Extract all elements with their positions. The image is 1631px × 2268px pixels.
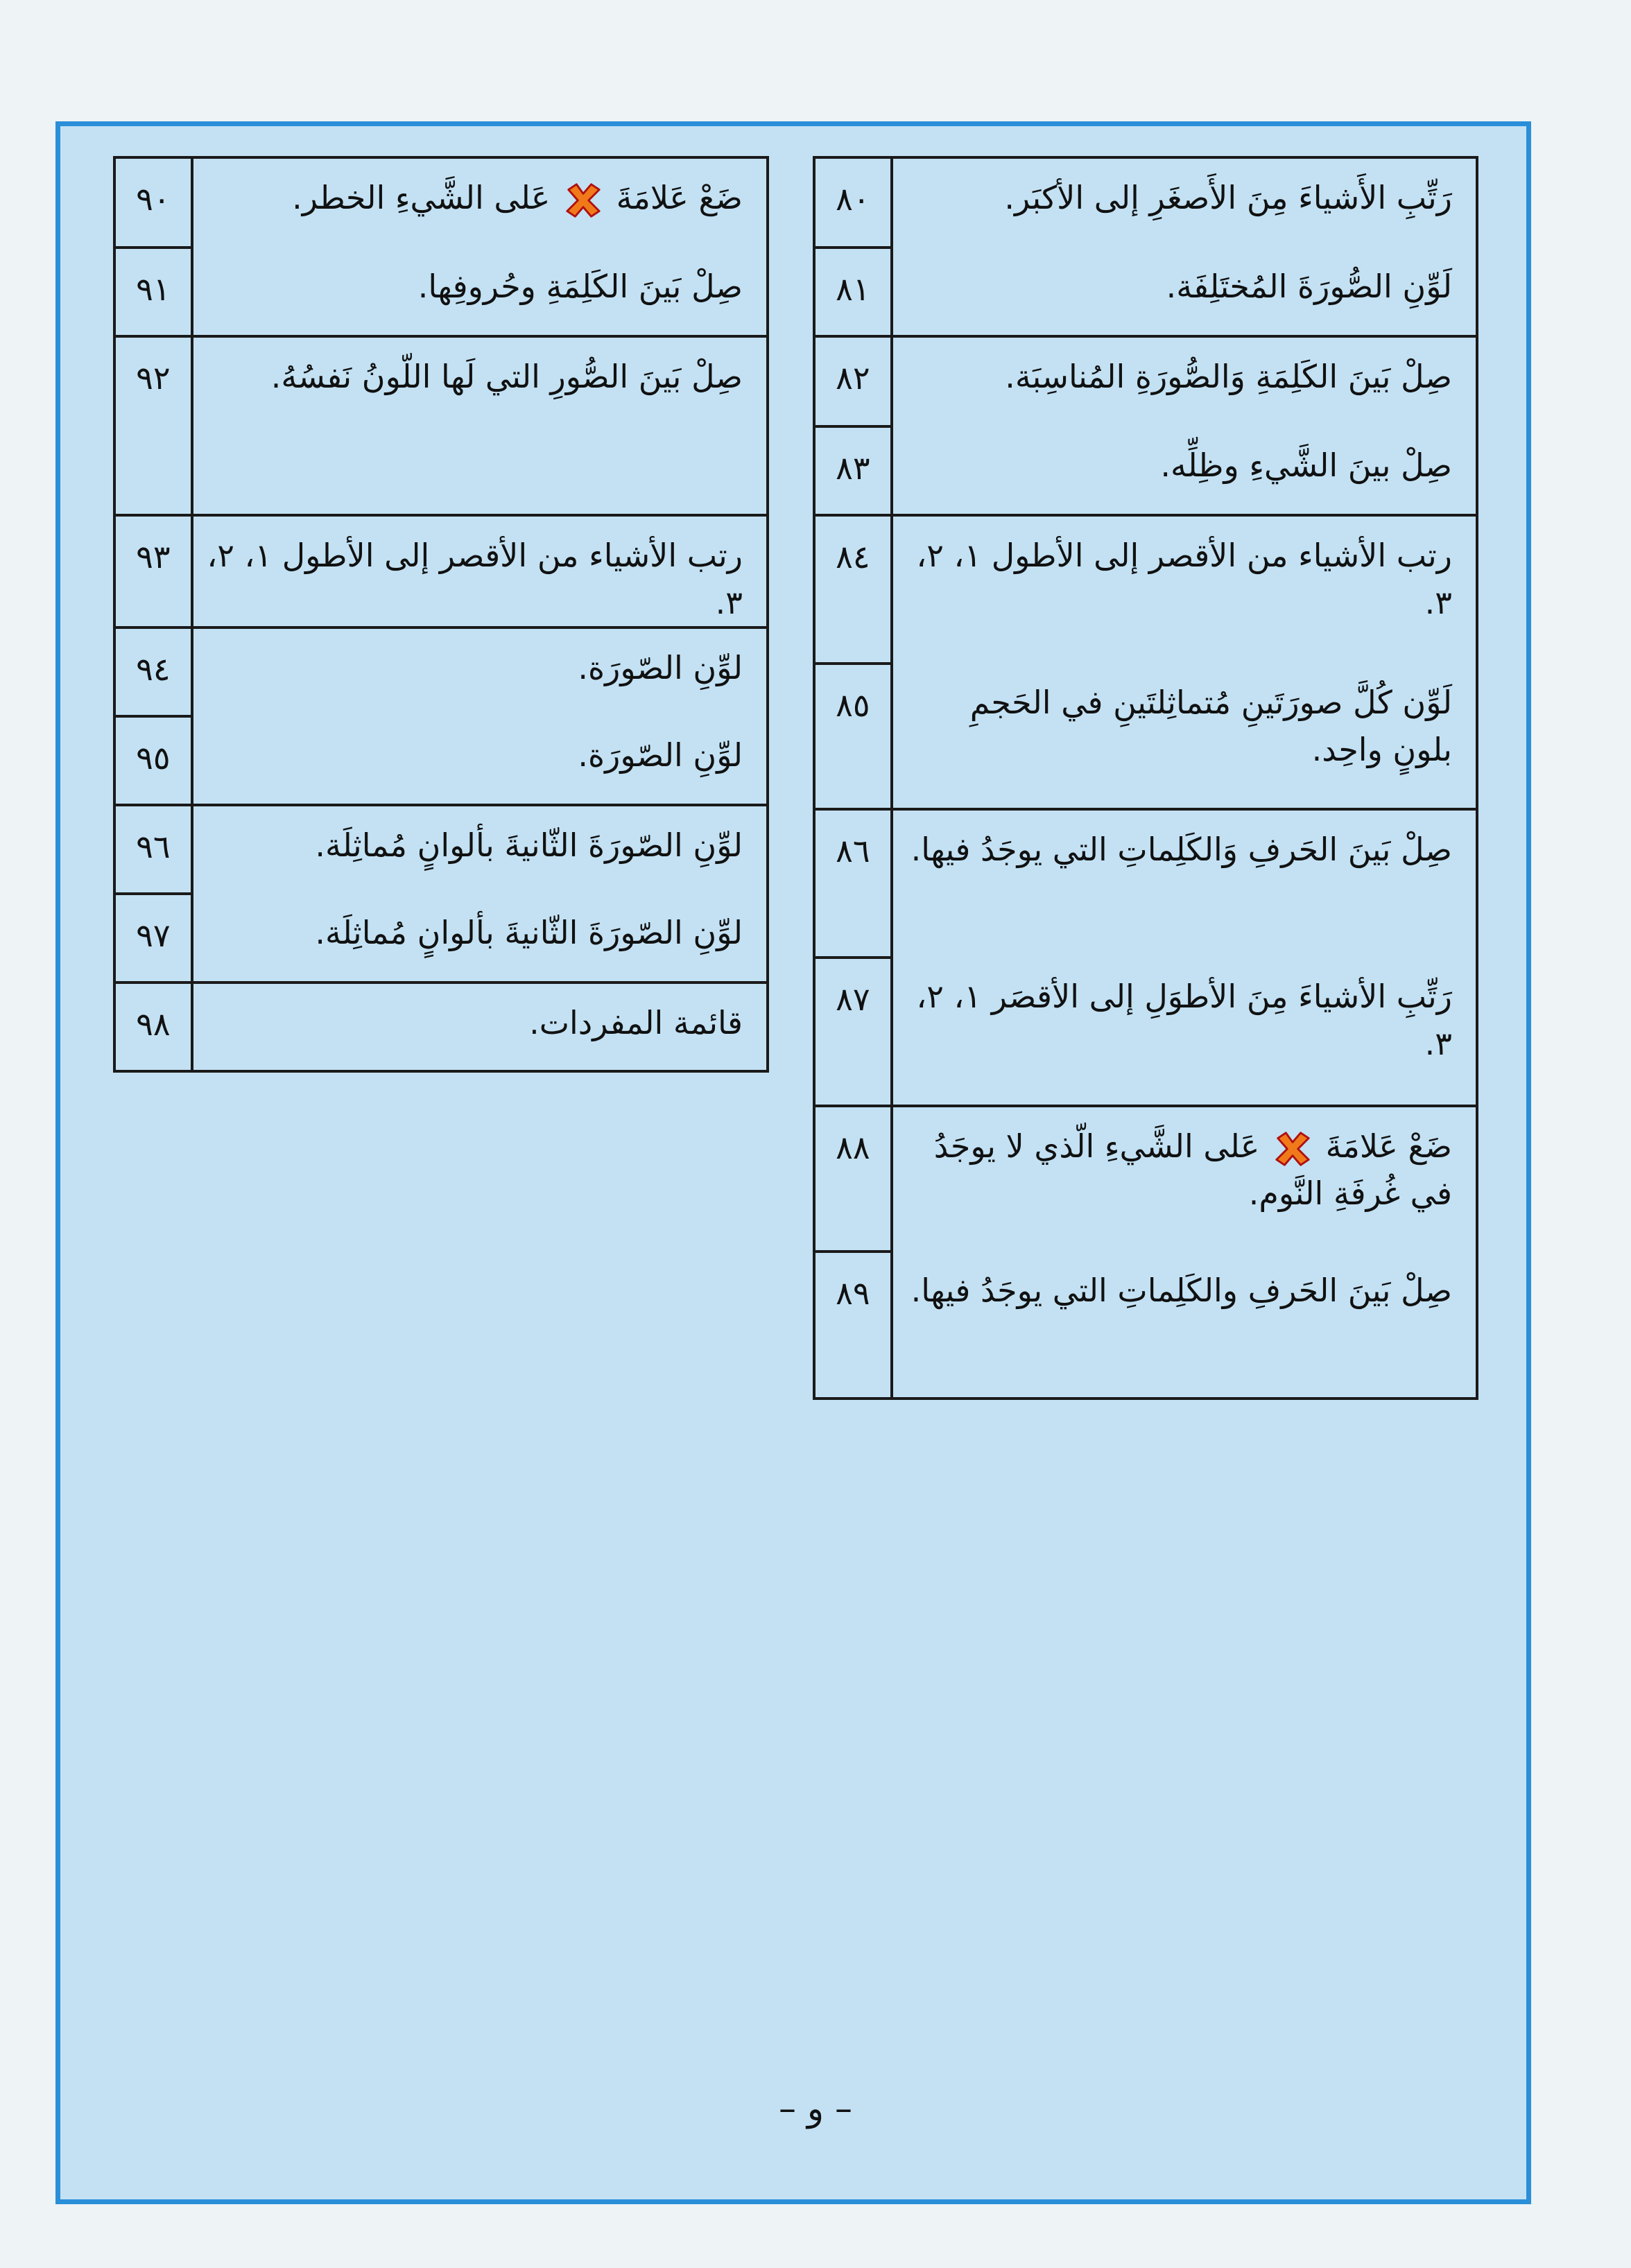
toc-entry-page: ٩٤ <box>114 627 192 716</box>
toc-entry-page: ٨٥ <box>814 664 892 809</box>
toc-entry-title-part: عَلى الشَّيءِ الّذي لا يوجَدُ في غُرفَةِ النَّوم. <box>933 1127 1452 1212</box>
page-number: – و – <box>779 2088 852 2129</box>
toc-entry-page: ٩٥ <box>114 716 192 805</box>
toc-entry-page: ٩١ <box>114 248 192 336</box>
toc-entry-title: لوِّنِ الصّورَة. <box>192 627 768 716</box>
toc-entry-title: صِلْ بَينَ الكَلِمَةِ وَالصُّورَةِ المُناسِبَة. <box>892 336 1477 426</box>
toc-entry-page: ٩٨ <box>114 982 192 1071</box>
toc-entry-title: صِلْ بَينَ الكَلِمَةِ وحُروفِها. <box>192 248 768 336</box>
toc-entry-title: قائمة المفردات. <box>192 982 768 1071</box>
toc-entry-page: ٩٠ <box>114 157 192 248</box>
toc-entry-title-part: ضَعْ عَلامَةَ <box>616 179 743 216</box>
toc-entry-title: لوِّنِ الصّورَةَ الثّانيةَ بألوانٍ مُماثِلَة. <box>192 894 768 982</box>
toc-entry-title <box>192 157 768 248</box>
toc-entry-page: ٨٤ <box>814 515 892 664</box>
toc-entry-title: لَوِّن كُلَّ صورَتَينِ مُتماثِلتَينِ في الحَجمِ بلونٍ واحِد. <box>892 664 1477 809</box>
toc-entry-page: ٨٩ <box>814 1252 892 1399</box>
toc-entry-page: ٩٦ <box>114 805 192 894</box>
toc-entry-title-part: عَلى الشَّيءِ الخطر. <box>292 179 551 216</box>
toc-entry-page: ٨١ <box>814 248 892 336</box>
x-mark-icon <box>1272 1129 1313 1169</box>
toc-entry-page: ٨٠ <box>814 157 892 248</box>
toc-entry-title <box>892 1106 1477 1252</box>
toc-entry-title: صِلْ بينَ الشَّيءِ وظِلِّه. <box>892 426 1477 515</box>
toc-entry-title: صِلْ بَينَ الحَرفِ والكَلِماتِ التي يوجَدُ فيها. <box>892 1252 1477 1399</box>
toc-entry-title: لوِّنِ الصّورَةَ الثّانيةَ بألوانٍ مُماثِلَة. <box>192 805 768 894</box>
toc-table-right <box>813 156 1478 1400</box>
toc-entry-title-part: ضَعْ عَلامَةَ <box>1325 1127 1452 1165</box>
toc-entry-page: ٨٢ <box>814 336 892 426</box>
toc-entry-title: رَتِّبِ الأشياءَ مِنَ الأطوَلِ إلى الأقصَر ١، ٢، ٣. <box>892 958 1477 1106</box>
toc-entry-title: رتب الأشياء من الأقصر إلى الأطول ١، ٢، ٣. <box>192 515 768 627</box>
toc-entry-page: ٩٣ <box>114 515 192 627</box>
toc-entry-page: ٩٢ <box>114 336 192 515</box>
toc-entry-page: ٩٧ <box>114 894 192 982</box>
toc-entry-page: ٨٣ <box>814 426 892 515</box>
toc-table-left <box>113 156 769 1073</box>
toc-entry-page: ٨٧ <box>814 958 892 1106</box>
toc-entry-page: ٨٦ <box>814 809 892 958</box>
x-mark-icon <box>563 180 603 220</box>
toc-entry-title: صِلْ بَينَ الحَرفِ وَالكَلِماتِ التي يوجَدُ فيها. <box>892 809 1477 958</box>
toc-entry-title: لوِّنِ الصّورَة. <box>192 716 768 805</box>
toc-entry-page: ٨٨ <box>814 1106 892 1252</box>
toc-entry-title: رتب الأشياء من الأقصر إلى الأطول ١، ٢، ٣. <box>892 515 1477 664</box>
toc-entry-title: رَتِّبِ الأَشياءَ مِنَ الأَصغَرِ إلى الأكبَر. <box>892 157 1477 248</box>
toc-entry-title: لَوِّنِ الصُّورَةَ المُختَلِفَة. <box>892 248 1477 336</box>
toc-entry-title: صِلْ بَينَ الصُّورِ التي لَها اللّونُ نَفسُهُ. <box>192 336 768 515</box>
